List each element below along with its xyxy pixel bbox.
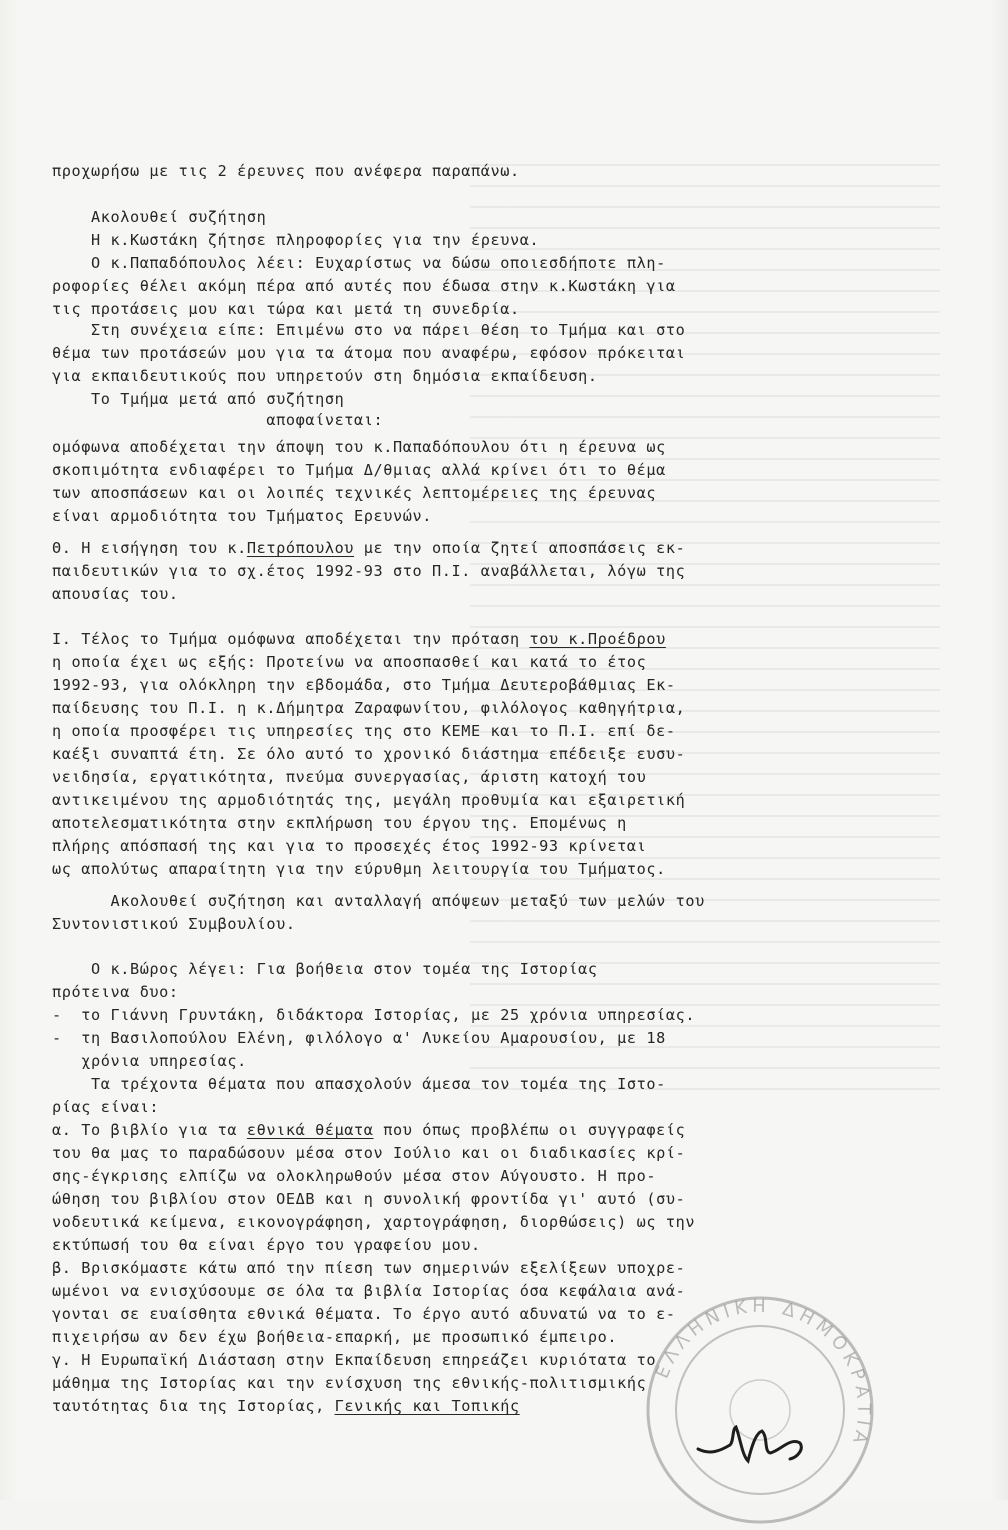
text-line: σκοπιμότητα ενδιαφέρει το Τμήμα Δ/θμιας αλλά κρίνει ότι το θέμα (52, 461, 666, 479)
text-line: β. Βρισκόμαστε κάτω από την πίεση των σημερινών εξελίξεων υποχρε- (52, 1259, 686, 1277)
text-line: η οποία έχει ως εξής: Προτείνω να αποσπασθεί και κατά το έτος (52, 653, 647, 671)
underlined-text: Γενικής και Τοπικής (334, 1397, 520, 1415)
text-segment: α. Το βιβλίο για τα (52, 1121, 247, 1139)
text-line: ωμένοι να ενισχύσουμε σε όλα τα βιβλία Ιστορίας όσα κεφάλαια ανά- (52, 1282, 686, 1300)
text-line: παίδευσης του Π.Ι. η κ.Δήμητρα Ζαραφωνίτου, φιλόλογος καθηγήτρια, (52, 699, 686, 717)
text-line: 1992-93, για ολόκληρη την εβδομάδα, στο Τμήμα Δευτεροβάθμιας Εκ- (52, 676, 676, 694)
text-line: ομόφωνα αποδέχεται την άποψη του κ.Παπαδόπουλου ότι η έρευνα ως (52, 438, 666, 456)
text-line: ως απολύτως απαραίτητη για την εύρυθμη λειτουργία του Τμήματος. (52, 860, 666, 878)
text-line: ρίας είναι: (52, 1098, 160, 1116)
text-line: θέμα των προτάσεών μου για τα άτομα που αναφέρω, εφόσον πρόκειται (52, 344, 686, 362)
signature (690, 1415, 820, 1475)
text-line: ροφορίες θέλει ακόμη πέρα από αυτές που έδωσα στην κ.Κωστάκη για (52, 277, 676, 295)
underlined-text: εθνικά θέματα (246, 1121, 374, 1139)
text-segment: ταυτότητας δια της Ιστορίας, (52, 1397, 335, 1415)
text-line: Η κ.Κωστάκη ζήτησε πληροφορίες για την έρευνα. (52, 231, 540, 249)
text-line: τις προτάσεις μου και τώρα και μετά τη συνεδρία. (52, 300, 520, 318)
text-line: Ο κ.Βώρος λέγει: Για βοήθεια στον τομέα της Ιστορίας (52, 960, 598, 978)
text-line: Ακολουθεί συζήτηση και ανταλλαγή απόψεων μεταξύ των μελών του (52, 892, 705, 910)
text-segment: που όπως προβλέπω οι συγγραφείς (373, 1121, 686, 1139)
text-line (52, 539, 912, 558)
text-line: παιδευτικών για το σχ.έτος 1992-93 στο Π.Ι. αναβάλλεται, λόγω της (52, 562, 686, 580)
text-line: πλήρης απόσπασή της και για το προσεχές έτος 1992-93 κρίνεται (52, 837, 647, 855)
text-segment: Θ. Η εισήγηση του κ. (52, 539, 247, 557)
underlined-text: του κ.Προέδρου (529, 630, 666, 648)
text-line: Τα τρέχοντα θέματα που απασχολούν άμεσα τον τομέα της Ιστο- (52, 1075, 666, 1093)
text-line: αντικειμένου της αρμοδιότητάς της, μεγάλη προθυμία και εξαιρετική (52, 791, 686, 809)
text-line: μάθημα της Ιστορίας και την ενίσχυση της εθνικής-πολιτισμικής (52, 1374, 647, 1392)
text-line: - το Γιάννη Γρυντάκη, διδάκτορα Ιστορίας, με 25 χρόνια υπηρεσίας. (52, 1006, 696, 1024)
text-line: αποτελεσματικότητα στην εκπλήρωση του έργου της. Επομένως η (52, 814, 627, 832)
stamp-text: ΕΛΛΗΝΙΚΗ ΔΗΜΟΚΡΑΤΙΑ (651, 1295, 875, 1451)
text-segment: με την οποία ζητεί αποσπάσεις εκ- (354, 539, 686, 557)
text-line: Συντονιστικού Συμβουλίου. (52, 915, 296, 933)
text-line: νοδευτικά κείμενα, εικονογράφηση, χαρτογράφηση, διορθώσεις) ως την (52, 1213, 696, 1231)
underlined-text: Πετρόπουλου (246, 539, 355, 557)
text-line: χρόνια υπηρεσίας. (52, 1052, 247, 1070)
text-line: Ο κ.Παπαδόπουλος λέει: Ευχαρίστως να δώσω οποιεσδήποτε πλη- (52, 254, 666, 272)
text-line: γ. Η Ευρωπαϊκή Διάσταση στην Εκπαίδευση επηρεάζει κυριότατα το (52, 1351, 657, 1369)
text-line: σης-έγκρισης ελπίζω να ολοκληρωθούν μέσα στον Αύγουστο. Η προ- (52, 1167, 657, 1185)
text-line: Στη συνέχεια είπε: Επιμένω στο να πάρει θέση το Τμήμα και στο (52, 321, 686, 339)
text-line: η οποία προσφέρει τις υπηρεσίες της στο ΚΕΜΕ και το Π.Ι. επί δε- (52, 722, 676, 740)
text-line: εκτύπωσή του θα είναι έργο του γραφείου μου. (52, 1236, 481, 1254)
text-line: απουσίας του. (52, 585, 179, 603)
text-line: των αποσπάσεων και οι λοιπές τεχνικές λεπτομέρειες της έρευνας (52, 484, 657, 502)
text-line: ώθηση του βιβλίου στον ΟΕΔΒ και η συνολική φροντίδα γι' αυτό (συ- (52, 1190, 686, 1208)
text-segment: Ι. Τέλος το Τμήμα ομόφωνα αποδέχεται την πρόταση (52, 630, 530, 648)
text-line: πιχειρήσω αν δεν έχω βοήθεια-επαρκή, με προσωπικό έμπειρο. (52, 1328, 618, 1346)
text-line: γονται σε ευαίσθητα εθνικά θέματα. Το έργο αυτό αδυνατώ να το ε- (52, 1305, 676, 1323)
text-line (52, 1121, 912, 1140)
official-stamp (640, 1290, 880, 1530)
text-line: για εκπαιδευτικούς που υπηρετούν στη δημόσια εκπαίδευση. (52, 367, 598, 385)
text-line: είναι αρμοδιότητα του Τμήματος Ερευνών. (52, 507, 433, 525)
text-line (52, 630, 912, 649)
text-line: - τη Βασιλοπούλου Ελένη, φιλόλογο α' Λυκείου Αμαρουσίου, με 18 (52, 1029, 666, 1047)
text-line: καέξι συναπτά έτη. Σε όλο αυτό το χρονικό διάστημα επέδειξε ευσυ- (52, 745, 686, 763)
text-line: προχωρήσω με τις 2 έρευνες που ανέφερα παραπάνω. (52, 162, 520, 180)
text-line: αποφαίνεται: (52, 411, 384, 429)
text-line: νειδησία, εργατικότητα, πνεύμα συνεργασίας, άριστη κατοχή του (52, 768, 647, 786)
text-line: Το Τμήμα μετά από συζήτηση (52, 390, 345, 408)
text-line: του θα μας το παραδώσουν μέσα στον Ιούλιο και οι διαδικασίες κρί- (52, 1144, 686, 1162)
text-line: Ακολουθεί συζήτηση (52, 208, 267, 226)
text-line: πρότεινα δυο: (52, 983, 179, 1001)
